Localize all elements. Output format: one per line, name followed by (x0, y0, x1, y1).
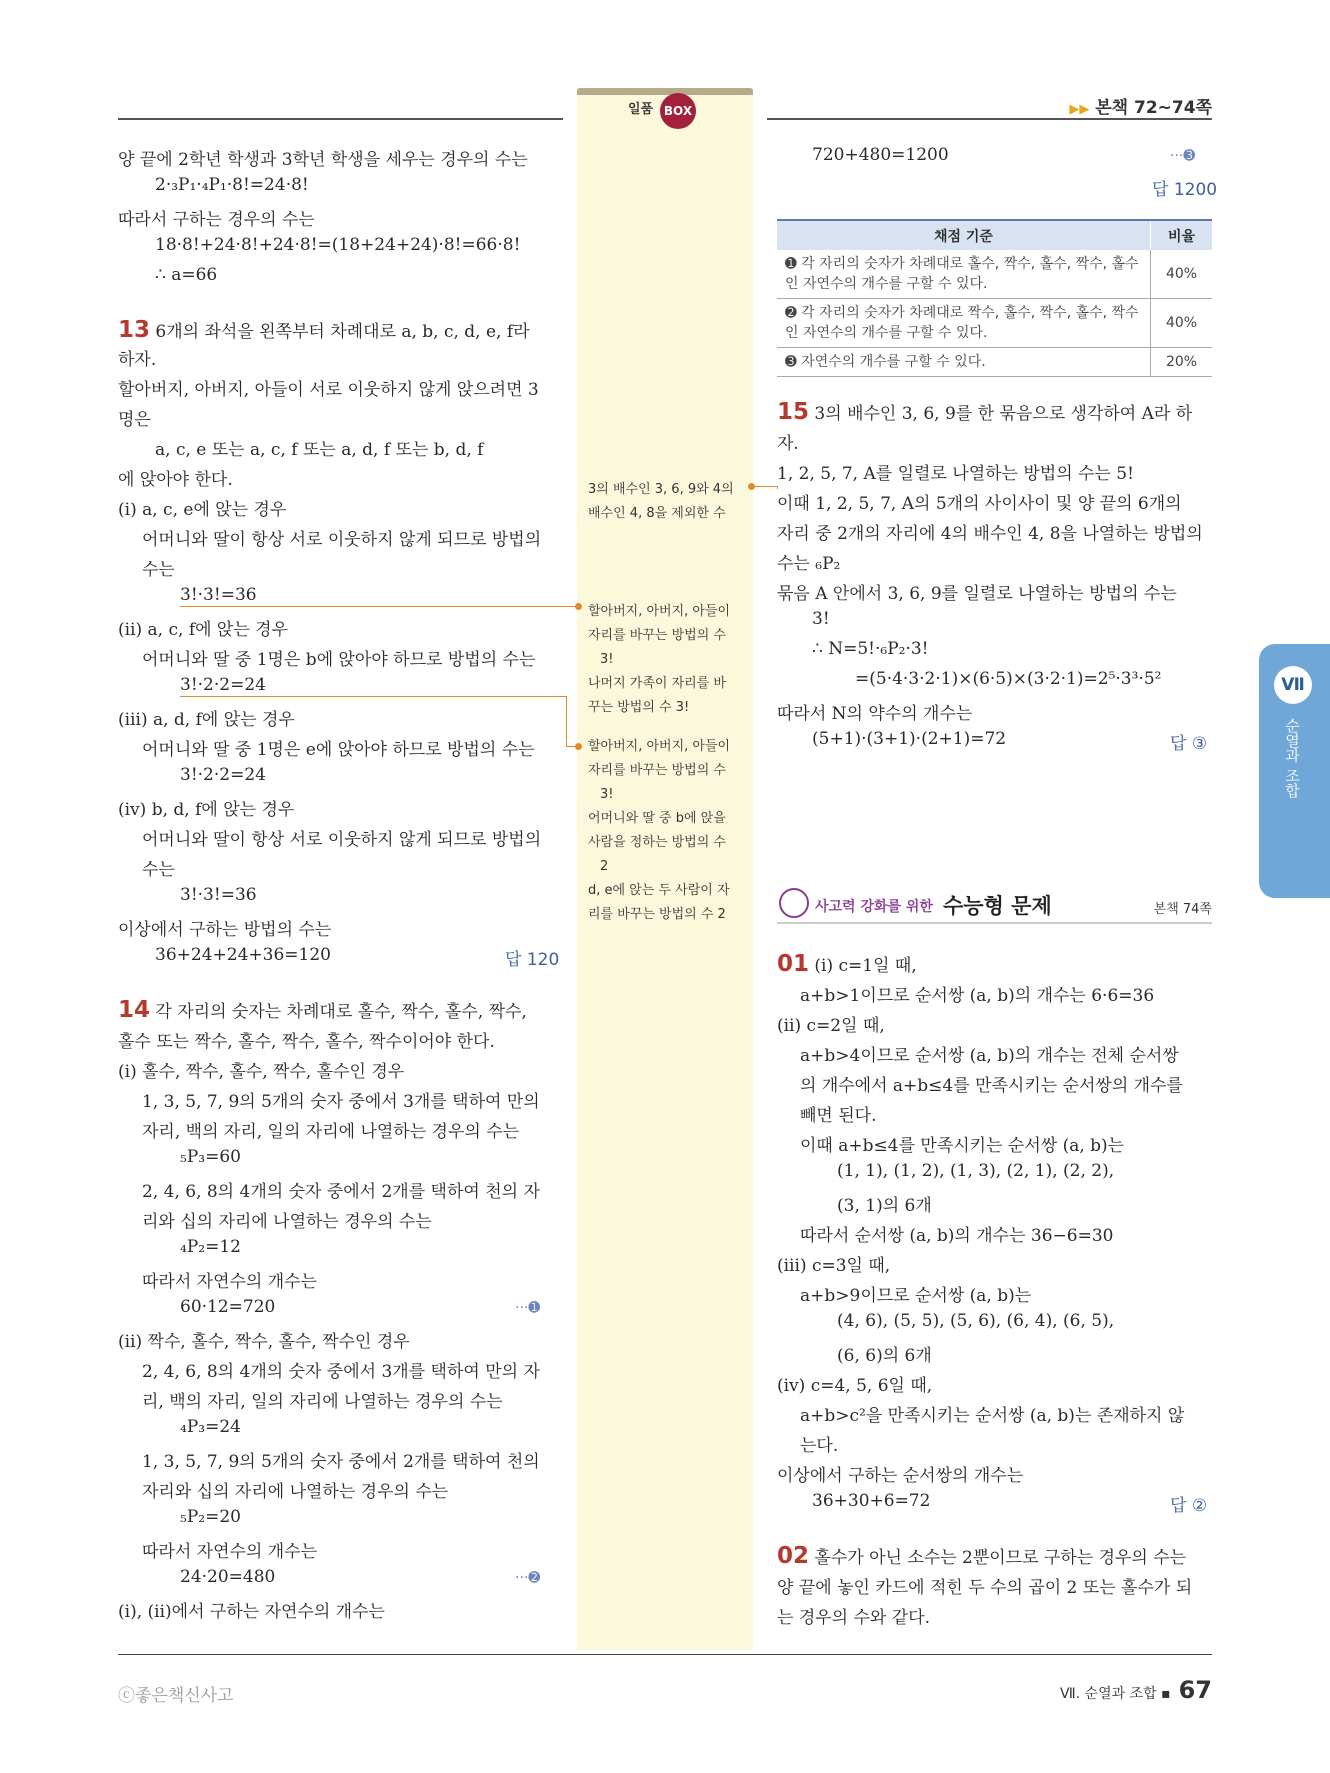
answer-icon: 답 (1152, 180, 1169, 200)
text-line: 수는 (142, 560, 175, 580)
math-line: ∴ N=5!·₆P₂·3! (812, 639, 929, 659)
math-line: 36+30+6=72 (812, 1491, 931, 1511)
note-line: 사람을 정하는 방법의 수 (588, 835, 726, 850)
header-rule-right (767, 118, 1212, 120)
footer-separator: ▪ (1161, 1686, 1171, 1702)
table-row (777, 348, 1212, 377)
problem-number: 15 (777, 399, 810, 425)
math-line: ₄P₃=24 (180, 1417, 241, 1437)
text-line: 6개의 좌석을 왼쪽부터 차례대로 a, b, c, d, e, f라 (155, 322, 530, 342)
ratio-cell: 40% (1151, 299, 1213, 348)
step-marker-3: ···➌ (1170, 148, 1196, 164)
math-line: 3! (812, 609, 830, 629)
math-line: 24·20=480 (180, 1567, 276, 1587)
answer-01 (1170, 1491, 1207, 1516)
math-line: 3!·3!=36 (180, 585, 257, 605)
math-line: 3!·3!=36 (180, 885, 257, 905)
problem-number: 01 (777, 951, 810, 977)
text-line: 어머니와 딸이 항상 서로 이웃하지 않게 되므로 방법의 (142, 530, 542, 550)
table-row (777, 299, 1212, 348)
answer-13 (505, 945, 559, 970)
box-label: 일품 (628, 102, 654, 117)
math-line: 2·₃P₁·₄P₁·8!=24·8! (155, 175, 309, 195)
chapter-title: 순열과 조합 (1283, 718, 1301, 798)
text-line: 빼면 된다. (800, 1106, 877, 1126)
answer-15 (1170, 729, 1207, 754)
answer-value: ② (1191, 1496, 1208, 1516)
answer-icon: 답 (505, 950, 522, 970)
case-line: (ⅲ) a, d, f에 앉는 경우 (118, 710, 295, 730)
text-line: 어머니와 딸이 항상 서로 이웃하지 않게 되므로 방법의 (142, 830, 542, 850)
text-line: 명은 (118, 410, 151, 430)
text-line: 2, 4, 6, 8의 4개의 숫자 중에서 3개를 택하여 만의 자 (142, 1362, 540, 1382)
text-line: 리, 백의 자리, 일의 자리에 나열하는 경우의 수는 (142, 1392, 503, 1412)
text-line: a+b>9이므로 순서쌍 (a, b)는 (800, 1286, 1032, 1306)
text-line: (ⅰ), (ⅱ)에서 구하는 자연수의 개수는 (118, 1602, 385, 1622)
connector-line (180, 606, 580, 607)
criterion-cell: ➋ 각 자리의 숫자가 차례대로 짝수, 홀수, 짝수, 홀수, 짝수인 자연수의 개수를 구할 수 있다. (777, 299, 1151, 348)
box-tab-top (577, 88, 753, 95)
text-line: 이상에서 구하는 방법의 수는 (118, 920, 332, 940)
table-header: 비율 (1151, 220, 1213, 250)
case-line: (ⅱ) c=2일 때, (777, 1016, 885, 1036)
section-title: 수능형 문제 (943, 894, 1052, 918)
answer-14 (1152, 175, 1217, 200)
math-line: (3, 1)의 6개 (837, 1196, 932, 1216)
box-badge: BOX (660, 93, 696, 129)
note-line: 3의 배수인 3, 6, 9와 4의 (588, 482, 734, 497)
math-line: ∴ a=66 (155, 265, 218, 285)
connector-dot (575, 603, 582, 610)
text-line: 자리 중 2개의 자리에 4의 배수인 4, 8을 나열하는 방법의 (777, 524, 1203, 544)
math-line: 18·8!+24·8!+24·8!=(18+24+24)·8!=66·8! (155, 235, 521, 255)
case-line: (ⅲ) c=3일 때, (777, 1256, 891, 1276)
math-line: (1, 1), (1, 2), (1, 3), (2, 1), (2, 2), (837, 1161, 1115, 1181)
scoring-table (777, 219, 1212, 377)
problem-number: 13 (118, 317, 151, 343)
page-reference (1069, 93, 1212, 118)
connector-line (180, 696, 566, 697)
problem-01 (777, 951, 917, 977)
problem-number: 14 (118, 997, 151, 1023)
text-line: 따라서 구하는 경우의 수는 (118, 210, 315, 230)
table-header: 채점 기준 (777, 220, 1151, 250)
text-line: 이때 a+b≤4를 만족시키는 순서쌍 (a, b)는 (800, 1136, 1125, 1156)
connector-dot (748, 483, 755, 490)
target-icon (779, 888, 809, 918)
footer-chapter (1060, 1676, 1212, 1704)
text-line: 따라서 자연수의 개수는 (142, 1542, 318, 1562)
note-line: 리를 바꾸는 방법의 수 2 (588, 907, 726, 922)
note-line: 2 (600, 859, 609, 874)
answer-icon: 답 (1170, 734, 1187, 754)
answer-value: ③ (1191, 734, 1208, 754)
page-number: 67 (1178, 1676, 1212, 1704)
step-marker-1: ···➊ (515, 1300, 541, 1316)
text-line: 이때 1, 2, 5, 7, A의 5개의 사이사이 및 양 끝의 6개의 (777, 494, 1182, 514)
text-line: (ⅰ) c=1일 때, (814, 956, 917, 976)
page-reference-text: 본책 72~74쪽 (1095, 98, 1212, 118)
footer-chapter-text: Ⅶ. 순열과 조합 (1059, 1686, 1157, 1702)
text-line: 하자. (118, 350, 157, 370)
problem-02 (777, 1543, 1186, 1569)
math-line: 3!·2·2=24 (180, 765, 266, 785)
ratio-cell: 40% (1151, 250, 1213, 299)
text-line: 자리, 백의 자리, 일의 자리에 나열하는 경우의 수는 (142, 1122, 520, 1142)
math-line: ₄P₂=12 (180, 1237, 241, 1257)
connector-line (566, 696, 567, 746)
text-line: 1, 2, 5, 7, A를 일렬로 나열하는 방법의 수는 5! (777, 464, 1134, 484)
case-line: (ⅱ) a, c, f에 앉는 경우 (118, 620, 289, 640)
math-line: ₅P₃=60 (180, 1147, 241, 1167)
answer-value: 1200 (1173, 180, 1218, 200)
note-line: 나머지 가족이 자리를 바 (588, 676, 726, 691)
note-line: 어머니와 딸 중 b에 앉을 (588, 811, 726, 826)
section-ref: 본책 74쪽 (1153, 902, 1212, 917)
math-line: 3!·2·2=24 (180, 675, 266, 695)
ratio-cell: 20% (1151, 348, 1213, 377)
text-line: a+b>1이므로 순서쌍 (a, b)의 개수는 6·6=36 (800, 986, 1155, 1006)
problem-13 (118, 317, 530, 343)
answer-icon: 답 (1170, 1496, 1187, 1516)
text-line: 어머니와 딸 중 1명은 b에 앉아야 하므로 방법의 수는 (142, 650, 536, 670)
case-line: (ⅰ) a, c, e에 앉는 경우 (118, 500, 287, 520)
text-line: 리와 십의 자리에 나열하는 경우의 수는 (142, 1212, 432, 1232)
step-marker-2: ···➋ (515, 1570, 541, 1586)
text-line: 양 끝에 놓인 카드에 적힌 두 수의 곱이 2 또는 홀수가 되 (777, 1578, 1193, 1598)
text-line: 1, 3, 5, 7, 9의 5개의 숫자 중에서 2개를 택하여 천의 (142, 1452, 540, 1472)
side-note-15 (588, 478, 734, 526)
arrow-icon: ▶▶ (1069, 102, 1090, 117)
note-line: 할아버지, 아버지, 아들이 (588, 604, 731, 619)
text-line: 따라서 N의 약수의 개수는 (777, 704, 973, 724)
text-line: a+b>4이므로 순서쌍 (a, b)의 개수는 전체 순서쌍 (800, 1046, 1179, 1066)
text-line: 각 자리의 숫자는 차례대로 홀수, 짝수, 홀수, 짝수, (155, 1002, 527, 1022)
note-line: 배수인 4, 8을 제외한 수 (588, 506, 726, 521)
text-line: 홀수 또는 짝수, 홀수, 짝수, 홀수, 짝수이어야 한다. (118, 1032, 495, 1052)
problem-number: 02 (777, 1543, 810, 1569)
case-line: (ⅳ) c=4, 5, 6일 때, (777, 1376, 933, 1396)
math-line: 720+480=1200 (812, 145, 949, 165)
text-line: 이상에서 구하는 순서쌍의 개수는 (777, 1466, 1024, 1486)
text-line: 의 개수에서 a+b≤4를 만족시키는 순서쌍의 개수를 (800, 1076, 1183, 1096)
text-line: 는 경우의 수와 같다. (777, 1608, 930, 1628)
text-line: 따라서 자연수의 개수는 (142, 1272, 318, 1292)
note-line: 자리를 바꾸는 방법의 수 (588, 628, 726, 643)
text-line: 에 앉아야 한다. (118, 470, 233, 490)
text-line: 는다. (800, 1436, 839, 1456)
header-rule-left (118, 118, 563, 120)
text-line: 묶음 A 안에서 3, 6, 9를 일렬로 나열하는 방법의 수는 (777, 584, 1177, 604)
text-line: 3의 배수인 3, 6, 9를 한 묶음으로 생각하여 A라 하 (814, 404, 1193, 424)
chapter-number: Ⅶ (1274, 666, 1312, 704)
publisher: ⓒ좋은책신사고 (118, 1686, 234, 1706)
math-line: a, c, e 또는 a, c, f 또는 a, d, f 또는 b, d, f (155, 440, 484, 460)
math-line: (5+1)·(3+1)·(2+1)=72 (812, 729, 1007, 749)
text-line: 양 끝에 2학년 학생과 3학년 학생을 세우는 경우의 수는 (118, 150, 528, 170)
text-line: 1, 3, 5, 7, 9의 5개의 숫자 중에서 3개를 택하여 만의 (142, 1092, 540, 1112)
footer-rule (118, 1654, 1212, 1655)
note-line: 3! (600, 652, 614, 667)
text-line: 자리와 십의 자리에 나열하는 경우의 수는 (142, 1482, 449, 1502)
problem-14 (118, 997, 527, 1023)
table-row (777, 250, 1212, 299)
text-line: 수는 ₆P₂ (777, 554, 841, 574)
chapter-tab[interactable] (1259, 644, 1330, 898)
criterion-cell: ➌ 자연수의 개수를 구할 수 있다. (777, 348, 1151, 377)
note-line: d, e에 앉는 두 사람이 자 (588, 883, 730, 898)
note-line: 3! (600, 787, 614, 802)
section-heading (777, 886, 1212, 924)
math-line: (4, 6), (5, 5), (5, 6), (6, 4), (6, 5), (837, 1311, 1115, 1331)
math-line: 60·12=720 (180, 1297, 276, 1317)
answer-value: 120 (526, 950, 560, 970)
case-line: (ⅰ) 홀수, 짝수, 홀수, 짝수, 홀수인 경우 (118, 1062, 405, 1082)
connector-dot (575, 743, 582, 750)
criterion-cell: ➊ 각 자리의 숫자가 차례대로 홀수, 짝수, 홀수, 짝수, 홀수인 자연수의 개수를 구할 수 있다. (777, 250, 1151, 299)
side-note-13b (588, 735, 730, 927)
math-line: ₅P₂=20 (180, 1507, 241, 1527)
text-line: 할아버지, 아버지, 아들이 서로 이웃하지 않게 앉으려면 3 (118, 380, 539, 400)
text-line: 따라서 순서쌍 (a, b)의 개수는 36−6=30 (800, 1226, 1114, 1246)
text-line: 어머니와 딸 중 1명은 e에 앉아야 하므로 방법의 수는 (142, 740, 535, 760)
note-line: 할아버지, 아버지, 아들이 (588, 739, 731, 754)
math-line: =(5·4·3·2·1)×(6·5)×(3·2·1)=2⁵·3³·5² (855, 669, 1162, 689)
text-line: 홀수가 아닌 소수는 2뿐이므로 구하는 경우의 수는 (814, 1548, 1187, 1568)
note-line: 자리를 바꾸는 방법의 수 (588, 763, 726, 778)
case-line: (ⅳ) b, d, f에 앉는 경우 (118, 800, 295, 820)
side-note-13a (588, 600, 730, 720)
table-header-row (777, 220, 1212, 250)
note-line: 꾸는 방법의 수 3! (588, 700, 690, 715)
math-line: (6, 6)의 6개 (837, 1346, 932, 1366)
text-line: 2, 4, 6, 8의 4개의 숫자 중에서 2개를 택하여 천의 자 (142, 1182, 540, 1202)
case-line: (ⅱ) 짝수, 홀수, 짝수, 홀수, 짝수인 경우 (118, 1332, 410, 1352)
text-line: 자. (777, 434, 799, 454)
problem-15 (777, 399, 1192, 425)
text-line: 수는 (142, 860, 175, 880)
math-line: 36+24+24+36=120 (155, 945, 331, 965)
section-prefix: 사고력 강화를 위한 (815, 899, 933, 915)
text-line: a+b>c²을 만족시키는 순서쌍 (a, b)는 존재하지 않 (800, 1406, 1185, 1426)
